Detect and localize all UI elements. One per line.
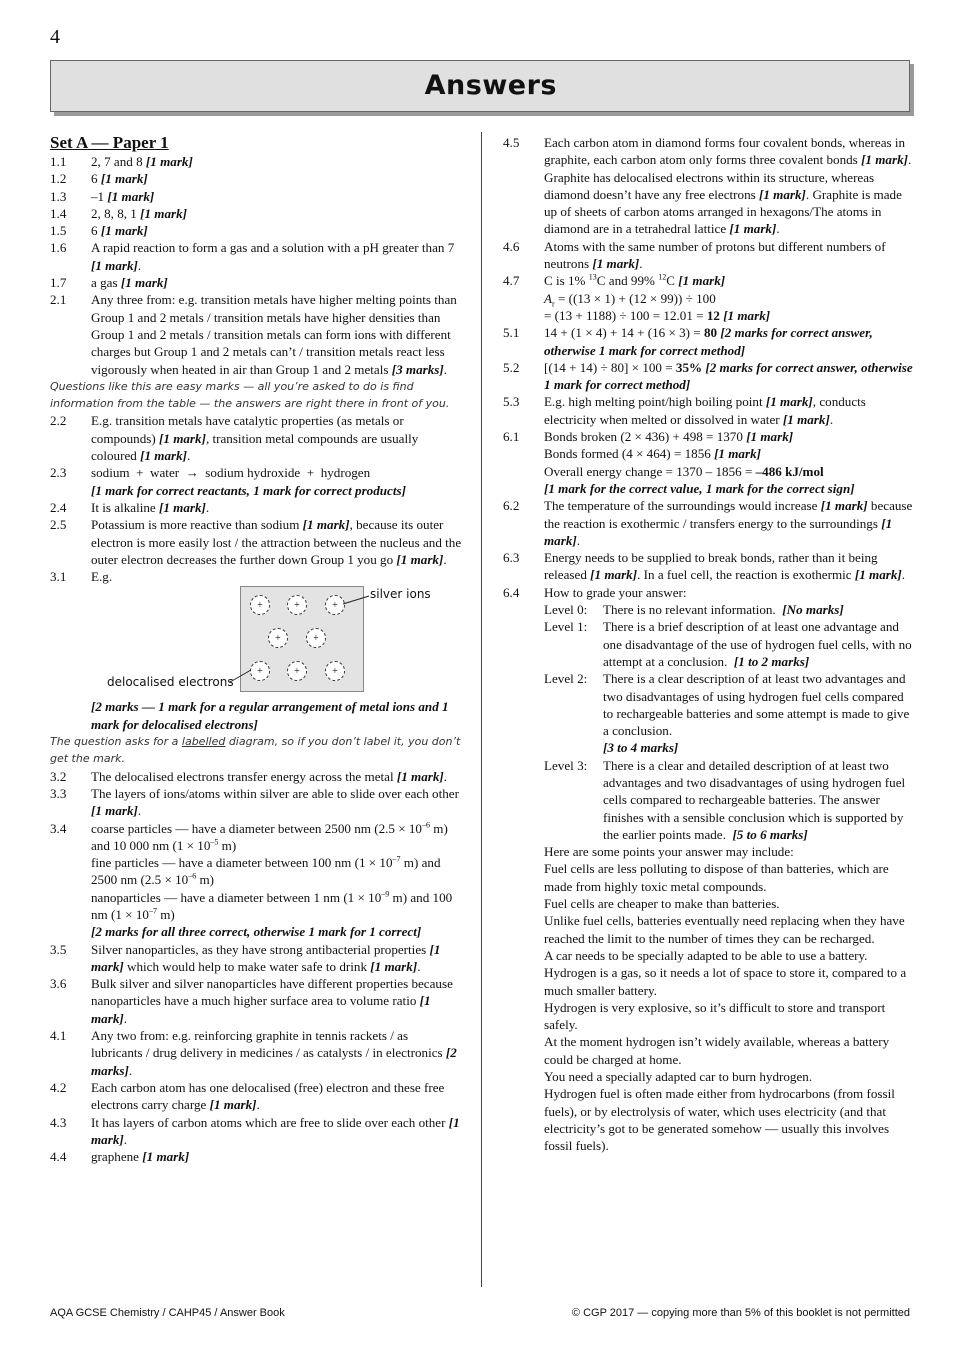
point: A car needs to be specially adapted to be able to use a battery.	[544, 947, 868, 963]
answers-banner	[50, 60, 910, 112]
silver-ion: +	[268, 628, 288, 648]
answer-5-1: 5.1 14 + (1 × 4) + 14 + (16 × 3) = 80 [2 marks for correct answer, otherwise 1 mark for correct method]	[503, 325, 873, 358]
answer-3-5: 3.5 Silver nanoparticles, as they have strong antibacterial properties [1 mark] which would help to make water safe to drink [1 mark].	[50, 941, 441, 974]
answer-3-1: 3.1 E.g.	[50, 569, 113, 585]
answer-4-2: 4.2 Each carbon atom has one delocalised (free) electron and these free electrons carry charge [1 mark].	[50, 1079, 445, 1113]
answer-2-1: 2.1 Any three from: e.g. transition metals have higher melting points than Group 1 and 2 metals / transition metals have higher densities than Group 1 and 2 metals / transition metals can form ions with different charges but Group 1 and 2 metals can’t / transition metals react less vigorously when heated in air than Group 1 and 2 metals [3 marks].	[50, 292, 457, 377]
answer-4-5: 4.5 Each carbon atom in diamond forms four covalent bonds, whereas in graphite, each carbon atom only forms three covalent bonds [1 mark]. Graphite has delocalised electrons within its structure, whereas diamond doesn’t have any free electrons [1 mark]. Graphite is made up of sheets of carbon atoms arranged in hexagons/The atoms in diamond are in a tetrahedral lattice [1 mark].	[503, 135, 912, 237]
point: Unlike fuel cells, batteries eventually need replacing when they have reached the limit to the number of times they can be recharged.	[544, 913, 905, 946]
answer-6-1: 6.1 Bonds broken (2 × 436) + 498 = 1370 [1 mark] Bonds formed (4 × 464) = 1856 [1 mark] Overall energy change = 1370 – 1856 = –486 kJ/mol [1 mark for the correct value, 1 mark for the correct sign]	[503, 429, 855, 496]
section-title: Set A — Paper 1	[50, 133, 169, 152]
answer-1-1: 1.1 2, 7 and 8 [1 mark]	[50, 154, 193, 169]
point: At the moment hydrogen isn’t widely available, whereas a battery could be charged at home.	[544, 1034, 890, 1067]
answer-4-4: 4.4 graphene [1 mark]	[50, 1149, 190, 1165]
answer-4-6: 4.6 Atoms with the same number of protons but different numbers of neutrons [1 mark].	[503, 238, 886, 272]
answer-2-5: 2.5 Potassium is more reactive than sodium [1 mark], because its outer electron is more easily lost / the attraction between the nucleus and the outer electron decreases the further down Group 1 you go [1 mark].	[50, 517, 462, 567]
answer-1-4: 1.4 2, 8, 8, 1 [1 mark]	[50, 205, 188, 221]
answer-6-3: 6.3 Energy needs to be supplied to break bonds, rather than it being released [1 mark]. In a fuel cell, the reaction is exothermic [1 mark].	[503, 550, 906, 583]
answer-3-2: 3.2 The delocalised electrons transfer energy across the metal [1 mark].	[50, 768, 448, 784]
label-delocalised-electrons: delocalised electrons	[107, 675, 234, 690]
metallic-bonding-diagram	[50, 586, 462, 696]
silver-ion: +	[325, 661, 345, 681]
answer-3-4: 3.4 coarse particles — have a diameter between 2500 nm ($2.5 \times 10^{-6}$ m) and 10 000 nm ($1 \times 10^{-5}$ m) fine particles — have a diameter between 100 nm ($1 \times 10^{-7}$ m) and 2500 nm ($2.5 \times 10^{-6}$ m) nanoparticles — have a diameter between 1 nm ($1 \times 10^{-9}$ m) and 100 nm ($1 \times 10^{-7}$ m) [2 marks for all three correct, otherwise 1 mark for 1 correct]	[50, 820, 453, 940]
answer-2-3: 2.3 sodium + water → sodium hydroxide + hydrogen [1 mark for correct reactants, 1 mark for correct products]	[50, 465, 406, 498]
level-0: Level 0: There is no relevant information. [No marks]	[544, 602, 844, 618]
point: Hydrogen is a gas, so it needs a lot of space to store it, compared to a much smaller battery.	[544, 965, 907, 998]
silver-ion: +	[250, 661, 270, 681]
marks-3-1: [2 marks — 1 mark for a regular arrangement of metal ions and 1 mark for delocalised electrons]	[91, 699, 449, 732]
points-intro: Here are some points your answer may include:	[544, 844, 794, 860]
point: Fuel cells are less polluting to dispose of than batteries, which are made from highly toxic metal compounds.	[544, 861, 889, 894]
silver-ion: +	[287, 661, 307, 681]
answer-5-3: 5.3 E.g. high melting point/high boiling point [1 mark], conducts electricity when melted or dissolved in water [1 mark].	[503, 394, 866, 427]
page-number: 4	[50, 26, 60, 48]
answer-3-3: 3.3 The layers of ions/atoms within silver are able to slide over each other [1 mark].	[50, 785, 459, 819]
answer-1-5: 1.5 6 [1 mark]	[50, 223, 148, 239]
right-column	[503, 134, 915, 1155]
answer-4-7: 4.7 C is 1% $^{13}$C and 99% $^{12}$C [1 mark] $A_r = ((13 \times 1) + (12 \times 99)) \div 100$ = (13 + 1188) ÷ 100 = 12.01 = 12 [1 mark]	[503, 273, 771, 323]
silver-ion: +	[306, 628, 326, 648]
point: Fuel cells are cheaper to make than batteries.	[544, 896, 780, 912]
answer-2-2: 2.2 E.g. transition metals have catalytic properties (as metals or compounds) [1 mark], transition metal compounds are usually coloured [1 mark].	[50, 413, 419, 464]
point: You need a specially adapted car to burn hydrogen.	[544, 1069, 813, 1085]
point: Hydrogen is very explosive, so it’s difficult to store and transport safely.	[544, 999, 886, 1033]
answer-1-7: 1.7 a gas [1 mark]	[50, 275, 168, 291]
silver-ion: +	[287, 595, 307, 615]
answer-6-4: 6.4 How to grade your answer: Level 0: There is no relevant information. [No marks] Level 1: There is a brief description of at least one advantage and one disadvantage of the use of hydrogen fuel cells, with no attempt at a conclusion. [1 to 2 marks] Level 2: There is a clear description of at least two advantages and two disadvantages of using hydrogen fuel cells compared to rechargeable batteries and some attempt is made to give a conclusion. [3 to 4 marks] Level 3: There is a clear and detailed description of at least two advantages and two disadvantages of using hydrogen fuel cells compared to rechargeable batteries. The answer finishes with a sensible conclusion which is supported by the earlier points made. [5 to 6 marks] Here are some points your answer may include: Fuel cells are less polluting to dispose of than batteries, which are made from highly toxic metal compounds. Fuel cells are cheaper to make than batteries. Unlike fuel cells, batteries eventually need replacing when they have reached the limit to the number of times they can be recharged. A car needs to be specially adapted to be able to use a battery. Hydrogen is a gas, so it needs a lot of space to store it, compared to a much smaller battery. Hydrogen is very explosive, so it’s difficult to store and transport safely. At the moment hydrogen isn’t widely available, whereas a battery could be charged at home. You need a specially adapted car to burn hydrogen. Hydrogen fuel is often made either from hydrocarbons (from fossil fuels), or by electrolysis of water, which uses electricity (and that electricity’s got to be generated somehow — usually this involves fossil fuels).	[503, 584, 915, 1155]
level-2: Level 2: There is a clear description of at least two advantages and two disadvantages of using hydrogen fuel cells compared to rechargeable batteries and some attempt is made to give a conclusion. [3 to 4 marks]	[544, 671, 910, 756]
answer-4-1: 4.1 Any two from: e.g. reinforcing graphite in tennis rackets / as lubricants / drug delivery in medicines / as catalysts / in electronics [2 marks].	[50, 1028, 457, 1078]
answer-5-2: 5.2 [(14 + 14) ÷ 80] × 100 = 35% [2 marks for correct answer, otherwise 1 mark for correct method]	[503, 359, 913, 393]
tip-2-1: Questions like this are easy marks — all you’re asked to do is find information from the table — the answers are right there in front of you.	[50, 379, 450, 411]
footer-left: AQA GCSE Chemistry / CAHP45 / Answer Book	[50, 1307, 285, 1319]
point: Hydrogen fuel is often made either from hydrocarbons (from fossil fuels), or by electrolysis of water, which uses electricity (and that electricity’s got to be generated somehow — usually this involves fossil fuels).	[544, 1086, 895, 1154]
level-1: Level 1: There is a brief description of at least one advantage and one disadvantage of the use of hydrogen fuel cells, with no attempt at a conclusion. [1 to 2 marks]	[544, 619, 912, 669]
column-divider	[481, 132, 482, 1287]
answer-1-3: 1.3 –1 [1 mark]	[50, 188, 155, 204]
silver-ion: +	[325, 595, 345, 615]
footer-right: © CGP 2017 — copying more than 5% of this booklet is not permitted	[571, 1307, 910, 1319]
answer-3-6: 3.6 Bulk silver and silver nanoparticles have different properties because nanoparticles have a much higher surface area to volume ratio [1 mark].	[50, 976, 453, 1026]
silver-ion: +	[250, 595, 270, 615]
answer-6-2: 6.2 The temperature of the surroundings would increase [1 mark] because the reaction is exothermic / transfers energy to the surroundings [1 mark].	[503, 498, 913, 548]
label-silver-ions: silver ions	[370, 587, 431, 602]
answer-1-2: 1.2 6 [1 mark]	[50, 171, 148, 187]
banner-title: Answers	[424, 70, 557, 101]
answer-2-4: 2.4 It is alkaline [1 mark].	[50, 499, 210, 515]
tip-3-1: The question asks for a labelled diagram, so if you don’t label it, you don’t get the mark.	[50, 735, 461, 766]
level-3: Level 3: There is a clear and detailed description of at least two advantages and two disadvantages of using hydrogen fuel cells compared to rechargeable batteries. The answer finishes with a sensible conclusion which is supported by the earlier points made. [5 to 6 marks]	[544, 757, 906, 842]
left-column	[50, 133, 462, 1165]
answer-4-3: 4.3 It has layers of carbon atoms which are free to slide over each other [1 mark].	[50, 1114, 460, 1147]
answer-1-6: 1.6 A rapid reaction to form a gas and a solution with a pH greater than 7 [1 mark].	[50, 240, 455, 273]
